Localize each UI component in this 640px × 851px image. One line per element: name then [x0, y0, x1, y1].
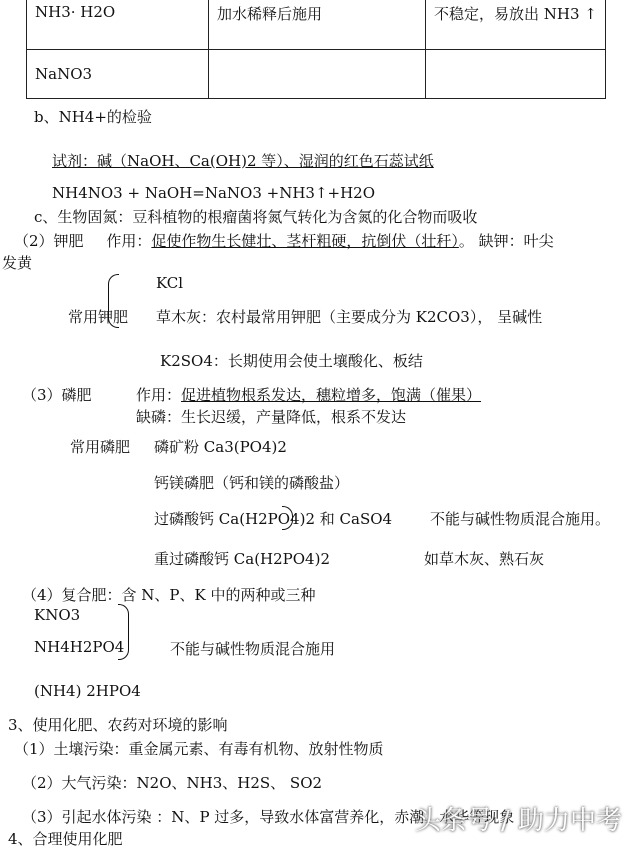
potash-deficiency-cont: 发黄 [2, 254, 33, 272]
table-cell [426, 50, 606, 99]
camg-phosphate: 钙镁磷肥（钙和镁的磷酸盐） [154, 474, 350, 492]
compound-note: 不能与碱性物质混合施用 [170, 640, 336, 658]
potash-effect: 促使作物生长健壮、茎杆粗硬，抗倒伏（壮秆） [151, 232, 459, 250]
watermark: 头条号 / 助力中考 [414, 806, 622, 836]
c-heading: c、生物固氮：豆科植物的根瘤菌将氮气转化为含氮的化合物而吸收 [34, 208, 478, 226]
potash-effect-prefix: 作用： [106, 232, 152, 250]
kcl-label: KCl [156, 274, 184, 292]
table-cell [209, 50, 426, 99]
phosphate-deficiency: 缺磷：生长迟缓，产量降低，根系不发达 [136, 408, 407, 426]
compound-heading: （4）复合肥：含 N、P、K 中的两种或三种 [22, 586, 316, 604]
potash-label: （2）钾肥 [14, 232, 84, 250]
soil-pollution: （1）土壤污染：重金属元素、有毒有机物、放射性物质 [14, 740, 384, 758]
water-pollution: （3）引起水体污染 ：N、P 过多，导致水体富营养化，赤潮、水华等现象 [22, 808, 515, 826]
table-row [27, 50, 606, 99]
phosphate-effect-line [136, 384, 481, 405]
section-3-heading: 3、使用化肥、农药对环境的影响 [8, 716, 228, 734]
phosphate-common-label: 常用磷肥 [70, 438, 131, 456]
reaction-equation: NH4NO3 + NaOH=NaNO3 +NH3↑+H2O [52, 184, 376, 202]
air-pollution: （2）大气污染：N2O、NH3、H2S、 SO2 [22, 774, 323, 792]
phosphate-label: （3）磷肥 [22, 386, 92, 404]
potash-deficiency: 。 缺钾：叶尖 [458, 232, 554, 250]
b-heading: b、NH4+的检验 [34, 108, 152, 126]
table-cell: 加水稀释后施用 [209, 0, 426, 50]
potash-line [14, 230, 554, 251]
phosphate-effect: 促进植物根系发达，穗粒增多，饱满（催果） [181, 386, 482, 404]
table-cell: 不稳定，易放出 NH3 ↑ [426, 0, 606, 50]
plant-ash-line: 草木灰：农村最常用钾肥（主要成分为 K2CO3）， 呈碱性 [156, 308, 543, 326]
rock-phosphate: 磷矿粉 Ca3(PO4)2 [154, 438, 287, 456]
section-4-heading: 4、合理使用化肥 [8, 830, 123, 848]
nh4-2hpo4-label: (NH4) 2HPO4 [34, 682, 141, 700]
table-row [27, 0, 606, 50]
potash-common-label: 常用钾肥 [68, 308, 129, 326]
triple-superphosphate: 重过磷酸钙 Ca(H2PO4)2 [154, 550, 330, 568]
phosphate-effect-prefix: 作用： [136, 386, 182, 404]
phosphate-note-1: 不能与碱性物质混合施用。 [430, 510, 611, 528]
phosphate-note-2: 如草木灰、熟石灰 [424, 550, 545, 568]
reagent-line: 试剂：碱（NaOH、Ca(OH)2 等）、湿润的红色石蕊试纸 [52, 152, 434, 170]
k2so4-line: K2SO4：长期使用会使土壤酸化、板结 [160, 352, 423, 370]
superphosphate: 过磷酸钙 Ca(H2PO4)2 和 CaSO4 [154, 510, 393, 528]
table-cell: NaNO3 [27, 50, 209, 99]
nh4h2po4-label: NH4H2PO4 [34, 638, 125, 656]
kno3-label: KNO3 [34, 606, 81, 624]
table-cell: NH3· H2O [27, 0, 209, 50]
fertilizer-table [26, 0, 606, 99]
